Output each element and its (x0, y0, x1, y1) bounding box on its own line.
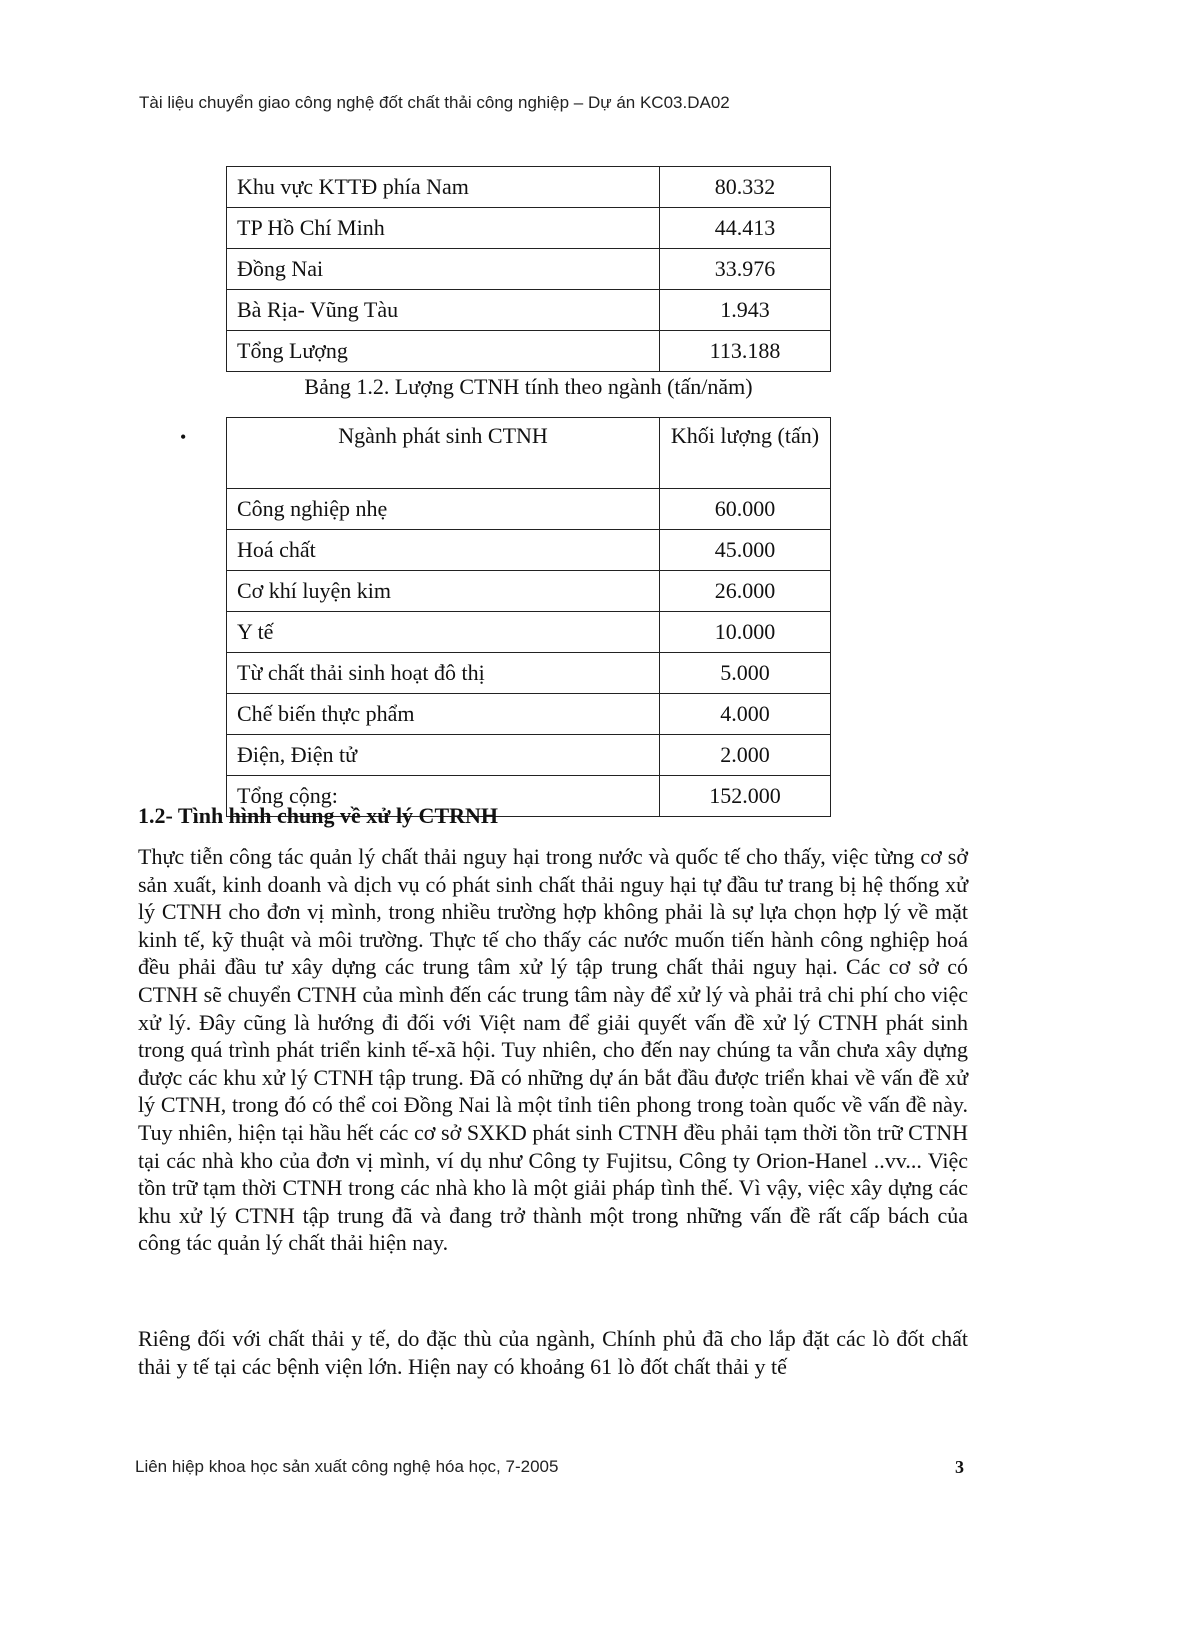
table-row (227, 167, 831, 208)
page-footer: Liên hiệp khoa học sản xuất công nghệ hóa học, 7-2005 (135, 1457, 559, 1476)
row-label: Điện, Điện tử (227, 735, 660, 776)
paragraph-1: Thực tiễn công tác quản lý chất thải nguy hại trong nước và quốc tế cho thấy, việc từng cơ sở sản xuất, kinh doanh và dịch vụ có phát sinh chất thải nguy hại tự đầu tư trang bị hệ thống xử lý CTNH cho đơn vị mình, trong nhiều trường hợp không phải là sự lựa chọn hợp lý về mặt kinh tế, kỹ thuật và môi trường. Thực tế cho thấy các nước muốn tiến hành công nghiệp hoá đều phải đầu tư xây dựng các trung tâm xử lý tập trung chất thải nguy hại. Các cơ sở có CTNH sẽ chuyển CTNH của mình đến các trung tâm này để xử lý và phải trả chi phí cho việc xử lý. Đây cũng là hướng đi đối với Việt nam để giải quyết vấn đề xử lý CTNH phát sinh trong quá trình phát triển kinh tế-xã hội. Tuy nhiên, cho đến nay chúng ta vẫn chưa xây dựng được các khu xử lý CTNH tập trung. Đã có những dự án bắt đầu được triển khai về vấn đề xử lý CTNH, trong đó có thể coi Đồng Nai là một tỉnh tiên phong trong toàn quốc về vấn đề này. Tuy nhiên, hiện tại hầu hết các cơ sở SXKD phát sinh CTNH đều phải tạm thời tồn trữ CTNH tại các nhà kho của đơn vị mình, ví dụ như Công ty Fujitsu, Công ty Orion-Hanel ..vv... Việc tồn trữ tạm thời CTNH trong các nhà kho là một giải pháp tình thế. Vì vậy, việc xây dựng các khu xử lý CTNH tập trung đã và đang trở thành một trong những vấn đề rất cấp bách của công tác quản lý chất thải hiện nay. (138, 844, 968, 1256)
row-label: Y tế (227, 612, 660, 653)
table-row (227, 208, 831, 249)
paragraph-2: Riêng đối với chất thải y tế, do đặc thù của ngành, Chính phủ đã cho lắp đặt các lò đốt chất thải y tế tại các bệnh viện lớn. Hiện nay có khoảng 61 lò đốt chất thải y tế (138, 1326, 968, 1379)
page-header: Tài liệu chuyển giao công nghệ đốt chất thải công nghiệp – Dự án KC03.DA02 (139, 93, 730, 112)
row-label: TP Hồ Chí Minh (227, 208, 660, 249)
row-value: 60.000 (660, 489, 831, 530)
table-row (227, 571, 831, 612)
row-value: 152.000 (660, 776, 831, 817)
section-heading: 1.2- Tình hình chung về xử lý CTRNH (138, 803, 499, 828)
row-value: 4.000 (660, 694, 831, 735)
row-value: 1.943 (660, 290, 831, 331)
row-label: Đồng Nai (227, 249, 660, 290)
row-value: 113.188 (660, 331, 831, 372)
column-header-quantity: Khối lượng (tấn) (660, 418, 831, 489)
table-row (227, 331, 831, 372)
row-label: Từ chất thải sinh hoạt đô thị (227, 653, 660, 694)
row-label: Khu vực KTTĐ phía Nam (227, 167, 660, 208)
table-row (227, 530, 831, 571)
row-label: Hoá chất (227, 530, 660, 571)
row-label: Cơ khí luyện kim (227, 571, 660, 612)
table-row (227, 489, 831, 530)
row-value: 33.976 (660, 249, 831, 290)
row-value: 26.000 (660, 571, 831, 612)
column-header-sector: Ngành phát sinh CTNH (227, 418, 660, 489)
table-caption: Bảng 1.2. Lượng CTNH tính theo ngành (tấn/năm) (304, 374, 753, 399)
sector-table-body (227, 418, 831, 817)
bullet-mark: • (180, 427, 187, 447)
row-value: 44.413 (660, 208, 831, 249)
table-header-row (227, 418, 831, 489)
table-row (227, 694, 831, 735)
row-value: 10.000 (660, 612, 831, 653)
row-label: Bà Rịa- Vũng Tàu (227, 290, 660, 331)
row-label: Tổng Lượng (227, 331, 660, 372)
sector-table (226, 417, 831, 817)
row-value: 2.000 (660, 735, 831, 776)
table-row (227, 653, 831, 694)
table-row (227, 249, 831, 290)
page-number: 3 (955, 1457, 964, 1477)
row-value: 45.000 (660, 530, 831, 571)
table-row (227, 735, 831, 776)
row-value: 80.332 (660, 167, 831, 208)
row-value: 5.000 (660, 653, 831, 694)
region-table (226, 166, 831, 372)
table-row (227, 290, 831, 331)
row-label: Chế biến thực phẩm (227, 694, 660, 735)
row-label: Công nghiệp nhẹ (227, 489, 660, 530)
region-table-body (227, 167, 831, 372)
row-label: Tổng cộng: (227, 776, 660, 817)
table-row (227, 612, 831, 653)
